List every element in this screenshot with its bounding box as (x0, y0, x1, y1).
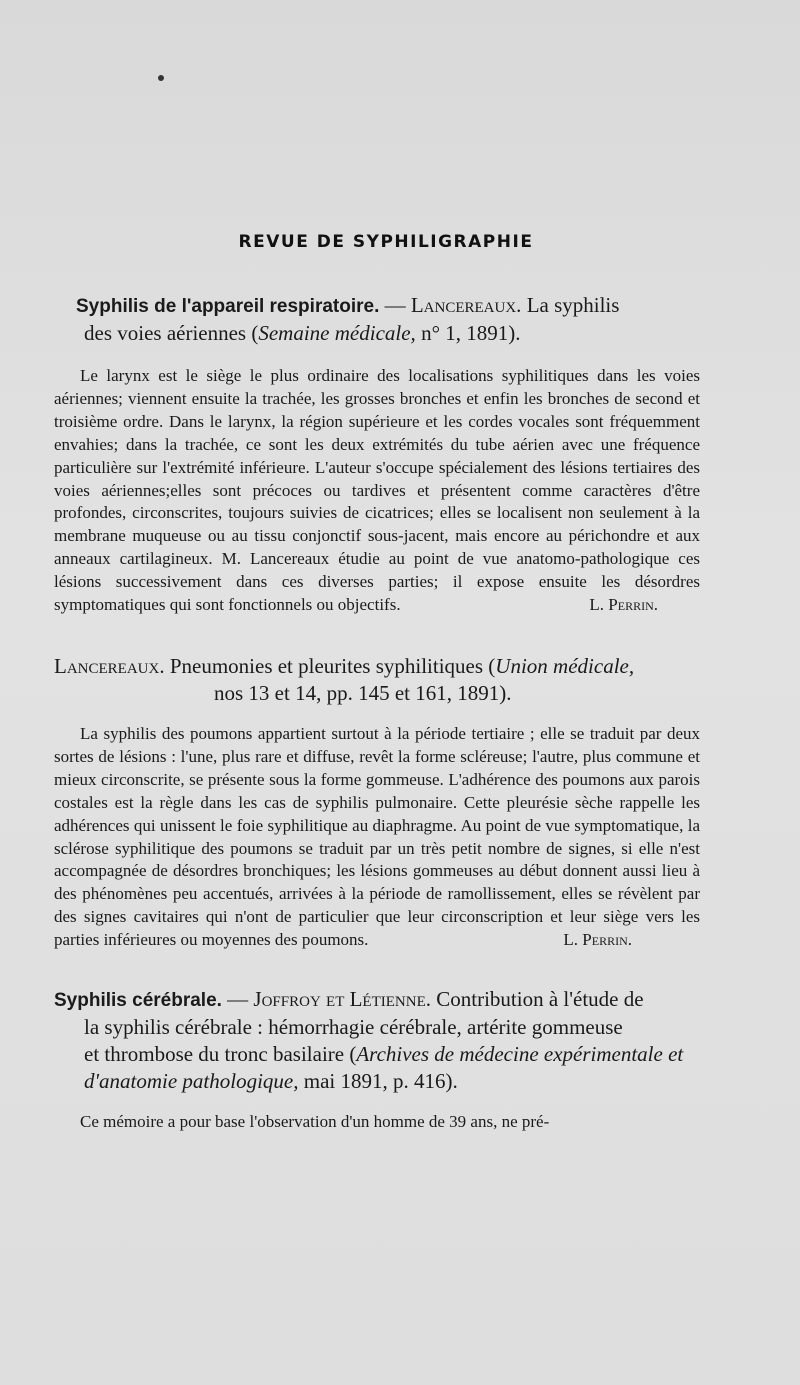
article-respiratory (54, 292, 700, 617)
author: Joffroy et Létienne. (253, 987, 431, 1012)
title-text: Pneumonies et pleurites syphilitiques ( (164, 653, 496, 678)
section-heading: REVUE DE SYPHILIGRAPHIE (238, 232, 534, 252)
article-pneumonia (54, 653, 700, 952)
article-title-lead: Syphilis de l'appareil respiratoire. (76, 296, 380, 317)
article-body: La syphilis des poumons appartient surtout à la période tertiaire ; elle se traduit par deux sortes de lésions : l'une, plus rare et diffuse, revêt la forme scléreuse; l'autre, plus commune et mieux circonscrite, se présente sous la forme gommeuse. L'adhérence des poumons aux parois costales est la règle dans les cas de syphilis pulmonaire. Cette pleurésie sèche rappelle les adhérences qui unissent le foie syphilitique au diaphragme. Au point de vue symptomatique, la sclérose syphilitique des poumons se traduit par un très petit nombre de signes, si elle n'est accompagnée de désordres bronchiques; les lésions gommeuses au début donnent aussi lieu à des phénomènes peu accentués, arrivées à la période de ramollissement, elles se révèlent par des signes cavitaires qui n'ont de particulier que leur circonscription et leur siège vers les parties inférieures ou moyennes des poumons. (54, 723, 700, 950)
title-text: et thrombose du tronc basilaire ( (84, 1042, 357, 1067)
article-title (54, 986, 700, 1014)
article-title (54, 292, 700, 320)
signature-text: L. Perrin. (563, 930, 632, 950)
article-title-line3 (54, 1041, 700, 1095)
title-text: Contribution à l'étude de (431, 987, 644, 1012)
title-text: n° 1, 1891). (415, 321, 521, 345)
author: Lancereaux. (54, 653, 165, 678)
article-body: Le larynx est le siège le plus ordinaire des localisations syphilitiques dans les voies aériennes; viennent ensuite la trachée, les grosses bronches et enfin les bronches de second et troisième ordre. Dans le larynx, la région supérieure et les cordes vocales sont fréquemment envahies; dans la trachée, ce sont les deux extrémités du tube aérien avec une fréquence particulière sur l'extrémité inférieure. L'auteur s'occupe spécialement des lésions tertiaires des voies aériennes;elles sont précoces ou tardives et présentent comme caractères d'être profondes, circonscrites, toujours suivies de cicatrices; elles se localisent non seulement à la membrane muqueuse ou au tissu conjonctif sous-jacent, mais encore au périchondre et aux anneaux cartilagineux. M. Lancereaux étudie au point de vue anatomo-pathologique ces lésions successivement dans ces diverses parties; il expose ensuite les désordres symptomatiques qui sont fonctionnels ou objectifs. (54, 366, 700, 615)
title-separator: — (379, 293, 411, 317)
article-title-lead: Syphilis cérébrale. (54, 990, 222, 1012)
article-title-line2 (54, 320, 700, 347)
source-journal: Union médicale, (495, 653, 635, 678)
article-title (54, 653, 700, 680)
author: Lancereaux. (410, 293, 522, 317)
source-journal: Archives de médecine expérimentale et d'anatomie pathologique, (84, 1042, 684, 1094)
article-title-line2: nos 13 et 14, pp. 145 et 161, 1891). (214, 680, 512, 705)
title-text: mai 1891, p. 416). (298, 1069, 458, 1094)
ink-speck (158, 75, 164, 81)
signature-text: L. Perrin. (589, 595, 658, 615)
article-body: Ce mémoire a pour base l'observation d'un homme de 39 ans, ne pré- (80, 1112, 550, 1132)
article-title-line2: la syphilis cérébrale : hémorrhagie cérébrale, artérite gommeuse (84, 1015, 623, 1040)
title-separator: — (221, 987, 254, 1012)
page-content (54, 232, 700, 1134)
title-text: des voies aériennes ( (84, 321, 259, 345)
source-journal: Semaine médicale, (258, 321, 416, 345)
title-text: La syphilis (521, 293, 620, 317)
article-cerebral (54, 986, 700, 1134)
